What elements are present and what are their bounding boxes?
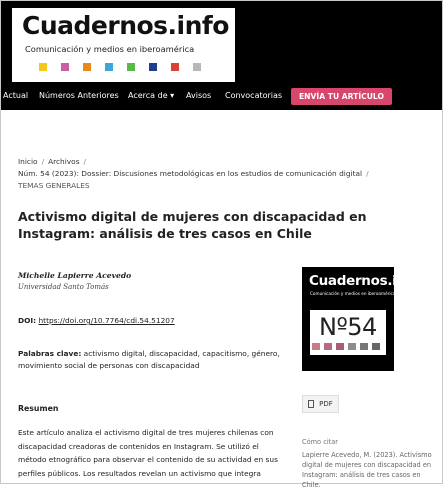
nav-item-avisos[interactable]: Avisos <box>186 91 212 100</box>
logo-square <box>127 63 135 71</box>
breadcrumb-archive[interactable]: Archivos <box>48 157 80 166</box>
logo-square <box>61 63 69 71</box>
cover-title: Cuadernos.info <box>309 273 421 289</box>
logo-title: Cuadernos.info <box>22 11 229 40</box>
logo-square <box>83 63 91 71</box>
breadcrumb-separator: / <box>41 157 45 166</box>
cover-number: Nº54 <box>319 313 377 341</box>
citation-text: Lapierre Acevedo, M. (2023). Activismo digital de mujeres con discapacidad en Instagram: análisis de tres casos en Chile. <box>302 451 432 489</box>
logo-square <box>149 63 157 71</box>
main-nav <box>1 84 442 110</box>
breadcrumb-separator: / <box>83 157 87 166</box>
breadcrumb-issue-line <box>18 169 373 178</box>
nav-item-acerca-de-label: Acerca de <box>128 91 168 100</box>
nav-item-acerca-de[interactable] <box>128 91 174 100</box>
site-header <box>1 1 442 84</box>
abstract-text: Este artículo analiza el activismo digital de tres mujeres chilenas con discapacidad creadoras de contenidos en Instagram. Se utilizó el método etnográfico para observar el contenido de su actividad en sus perfiles públicos. Los resultados revelan un activismo que integra <box>18 428 278 478</box>
breadcrumb-issue[interactable]: Núm. 54 (2023): Dossier: Discusiones metodológicas en los estudios de comunicación digital <box>18 169 363 178</box>
doi-label: DOI: <box>18 316 37 325</box>
cover-square <box>348 343 356 350</box>
logo-square <box>39 63 47 71</box>
cover-color-squares <box>312 343 380 350</box>
abstract-heading: Resumen <box>18 404 59 413</box>
chevron-down-icon: ▾ <box>170 91 175 100</box>
nav-item-actual[interactable]: Actual <box>3 91 29 100</box>
document-icon <box>308 400 314 408</box>
cover-square <box>360 343 368 350</box>
pdf-label: PDF <box>319 400 333 408</box>
cover-square <box>324 343 332 350</box>
nav-item-convocatorias[interactable]: Convocatorias <box>225 91 283 100</box>
cover-square <box>312 343 320 350</box>
cover-square <box>336 343 344 350</box>
logo-subtitle: Comunicación y medios en iberoamérica <box>25 44 195 54</box>
logo-square <box>171 63 179 71</box>
logo-color-squares <box>39 63 201 71</box>
cite-heading: Cómo citar <box>302 438 338 446</box>
doi-line <box>18 316 175 325</box>
cover-subtitle: Comunicación y medios en iberoamérica <box>310 291 396 296</box>
breadcrumb-section: TEMAS GENERALES <box>18 181 90 190</box>
nav-item-numeros-anteriores[interactable]: Números Anteriores <box>39 91 119 100</box>
submit-article-button[interactable]: ENVÍA TU ARTÍCULO <box>291 88 392 105</box>
breadcrumb-separator: / <box>366 169 369 178</box>
doi-link[interactable]: https://doi.org/10.7764/cdi.54.51207 <box>38 316 175 325</box>
cover-square <box>372 343 380 350</box>
breadcrumb-home[interactable]: Inicio <box>18 157 38 166</box>
issue-cover[interactable] <box>302 267 421 371</box>
author-name: Michelle Lapierre Acevedo <box>18 271 132 280</box>
keywords <box>18 348 283 372</box>
article-title: Activismo digital de mujeres con discapacidad en Instagram: análisis de tres casos en Chile <box>18 209 367 241</box>
keywords-label: Palabras clave: <box>18 349 82 358</box>
author-affiliation: Universidad Santo Tomás <box>18 283 109 291</box>
site-logo[interactable] <box>12 8 235 82</box>
pdf-download-button[interactable] <box>302 395 339 413</box>
keywords-text: activismo digital, discapacidad, capacitismo, género, movimiento social de personas con discapacidad <box>18 349 280 370</box>
logo-square <box>193 63 201 71</box>
logo-square <box>105 63 113 71</box>
breadcrumb <box>18 157 90 166</box>
